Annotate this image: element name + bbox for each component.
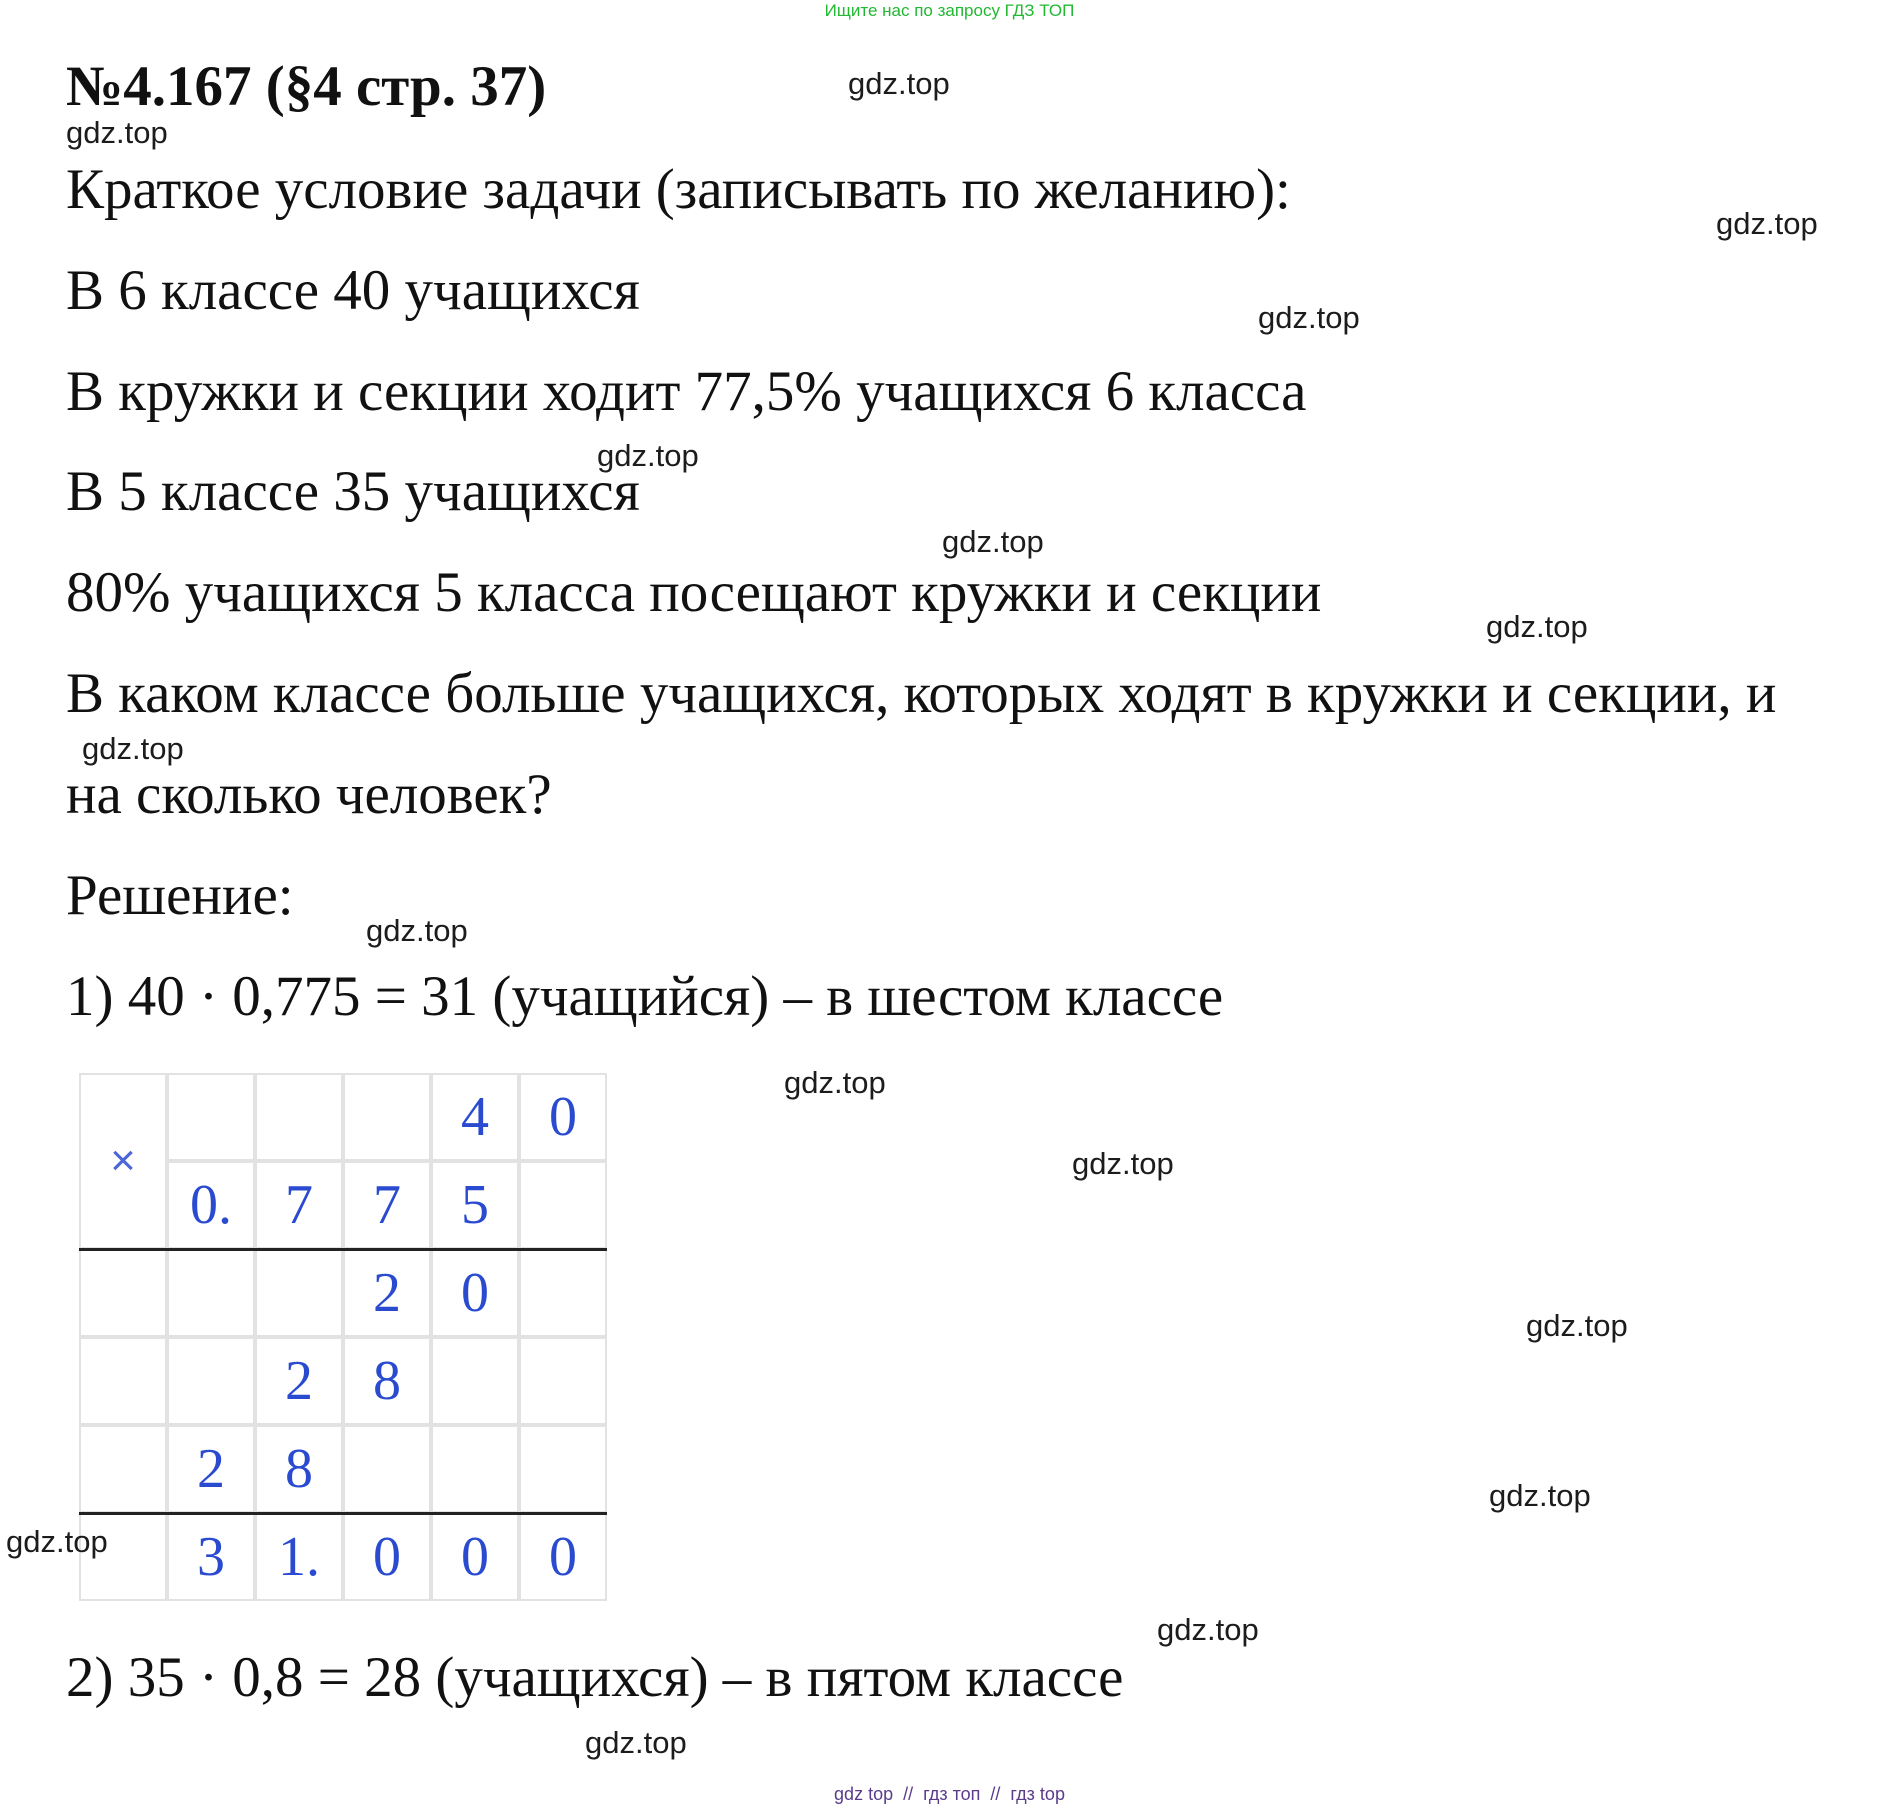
calc-cell: 2: [255, 1337, 343, 1425]
calc-cell: [79, 1337, 167, 1425]
watermark: gdz.top: [1716, 206, 1818, 241]
calc-cell: [167, 1073, 255, 1161]
solution-heading: Решение:: [66, 864, 294, 927]
question-line-2: на сколько человек?: [66, 763, 552, 826]
calc-cell: [431, 1425, 519, 1513]
calc-cell: 4: [431, 1073, 519, 1161]
watermark: gdz.top: [1072, 1146, 1174, 1181]
calc-cell: 1.: [255, 1513, 343, 1601]
sum-rule: [79, 1512, 607, 1515]
watermark: gdz.top: [6, 1524, 108, 1559]
calc-cell: [255, 1249, 343, 1337]
calc-cell: [343, 1073, 431, 1161]
watermark: gdz.top: [848, 66, 950, 101]
watermark: gdz.top: [1486, 609, 1588, 644]
product-rule: [79, 1248, 607, 1251]
calc-cell: [431, 1337, 519, 1425]
watermark: gdz.top: [1526, 1308, 1628, 1343]
watermark: gdz.top: [585, 1725, 687, 1760]
calc-cell: [79, 1425, 167, 1513]
calc-cell: [167, 1337, 255, 1425]
watermark: gdz.top: [66, 115, 168, 150]
multiply-sign: ×: [79, 1073, 167, 1249]
footer-links: gdz top // гдз топ // гдз top: [834, 1784, 1065, 1804]
solution-step-2: 2) 35 · 0,8 = 28 (учащихся) – в пятом классе: [66, 1646, 1124, 1709]
watermark: gdz.top: [1157, 1612, 1259, 1647]
calc-cell: 0.: [167, 1161, 255, 1249]
condition-line-2: В кружки и секции ходит 77,5% учащихся 6 класса: [66, 360, 1307, 423]
calc-cell: 7: [343, 1161, 431, 1249]
condition-line-3: В 5 классе 35 учащихся: [66, 460, 640, 523]
calc-cell: 0: [519, 1073, 607, 1161]
calc-cell: [167, 1249, 255, 1337]
condition-heading: Краткое условие задачи (записывать по желанию):: [66, 158, 1291, 221]
watermark: gdz.top: [82, 731, 184, 766]
calc-cell: 2: [343, 1249, 431, 1337]
calc-cell: 0: [343, 1513, 431, 1601]
condition-line-4: 80% учащихся 5 класса посещают кружки и секции: [66, 561, 1322, 624]
watermark: gdz.top: [1489, 1478, 1591, 1513]
calc-cell: 0: [519, 1513, 607, 1601]
column-multiplication: [79, 1073, 607, 1601]
calc-cell: [519, 1337, 607, 1425]
calc-cell: 8: [255, 1425, 343, 1513]
calc-cell: [79, 1249, 167, 1337]
top-banner: Ищите нас по запросу ГДЗ ТОП: [824, 1, 1075, 20]
calc-cell: [519, 1425, 607, 1513]
condition-line-1: В 6 классе 40 учащихся: [66, 259, 640, 322]
problem-title: №4.167 (§4 стр. 37): [66, 55, 547, 118]
calc-cell: 7: [255, 1161, 343, 1249]
calc-cell: 3: [167, 1513, 255, 1601]
question-line-1: В каком классе больше учащихся, которых ходят в кружки и секции, и: [66, 662, 1777, 725]
calc-cell: 8: [343, 1337, 431, 1425]
calc-cell: 0: [431, 1249, 519, 1337]
watermark: gdz.top: [784, 1065, 886, 1100]
watermark: gdz.top: [942, 524, 1044, 559]
watermark: gdz.top: [597, 438, 699, 473]
calc-cell: [343, 1425, 431, 1513]
calc-cell: [519, 1161, 607, 1249]
calc-cell: 2: [167, 1425, 255, 1513]
solution-step-1: 1) 40 · 0,775 = 31 (учащийся) – в шестом классе: [66, 965, 1224, 1028]
calc-cell: 0: [431, 1513, 519, 1601]
calc-cell: [519, 1249, 607, 1337]
calc-cell: [255, 1073, 343, 1161]
watermark: gdz.top: [366, 913, 468, 948]
watermark: gdz.top: [1258, 300, 1360, 335]
calc-cell: 5: [431, 1161, 519, 1249]
